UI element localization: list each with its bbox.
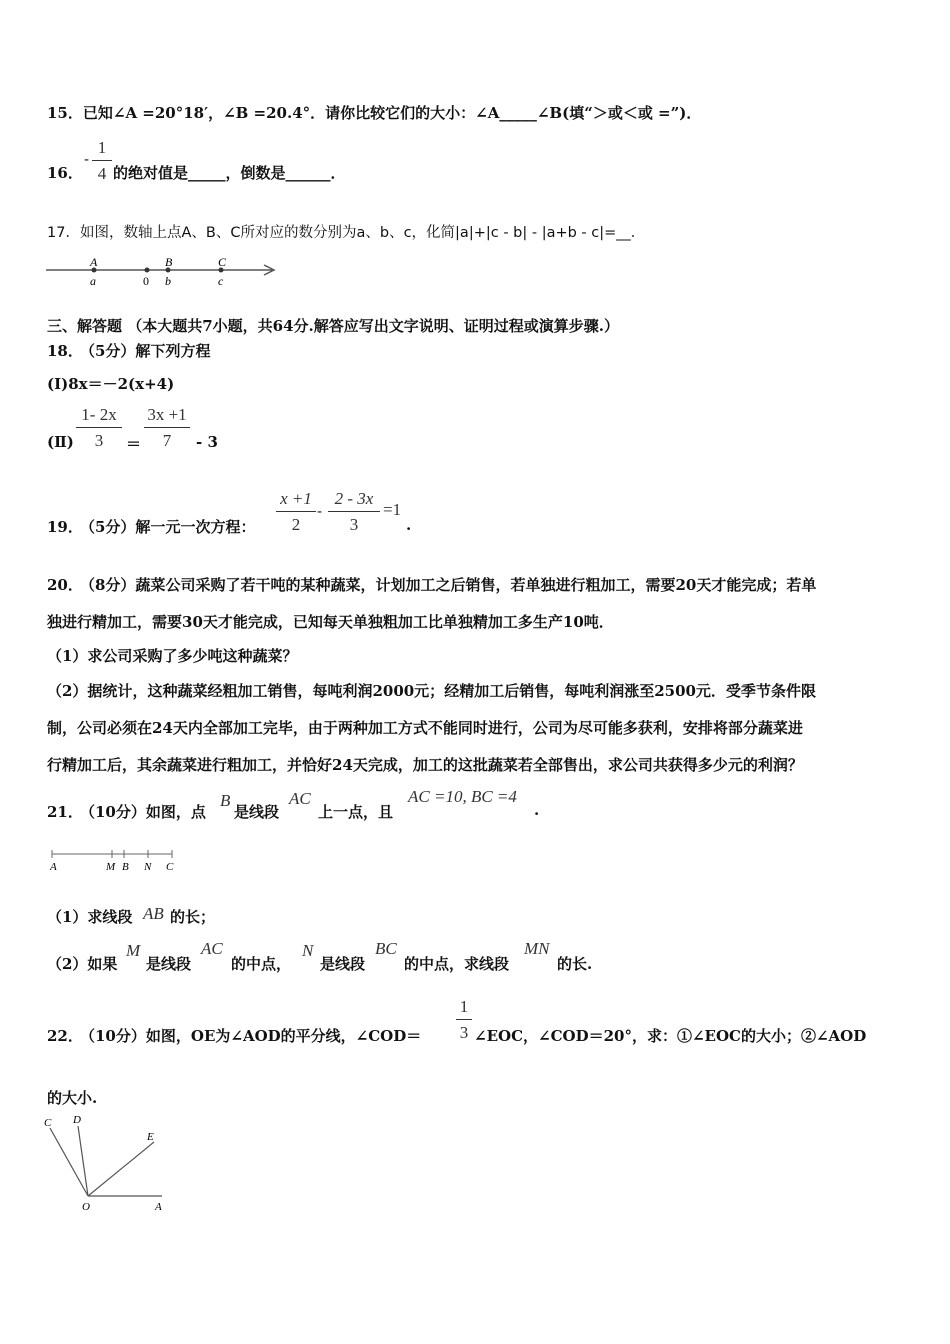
q15-text: 已知∠A =20°18′，∠B =20.4°．请你比较它们的大小：∠A_____∠B(填“＞或＜或 =”)． xyxy=(82,104,702,122)
q21-sub2-text-d: 是线段 xyxy=(320,955,366,973)
ray-OE xyxy=(88,1142,154,1196)
q21-sub2-text-a: （2）如果 xyxy=(47,955,118,973)
q21-sub2-text-f: 的长. xyxy=(557,955,593,973)
q19-frac1-den: 2 xyxy=(291,515,301,534)
q18-tail: - 3 xyxy=(196,433,218,451)
q22-text-2: ∠EOC，∠COD＝20°，求：①∠EOC的大小；②∠AOD xyxy=(474,1027,867,1045)
q21-sub2-text-e: 的中点，求线段 xyxy=(404,955,510,973)
q22-frac-den: 3 xyxy=(459,1023,469,1042)
q21-sub2-N: N xyxy=(302,941,314,960)
q16-frac-den: 4 xyxy=(97,164,107,183)
label-a: a xyxy=(90,274,96,288)
fig-label-M: M xyxy=(106,861,116,873)
q22-text-1: （10分）如图，OE为∠AOD的平分线，∠COD＝ xyxy=(80,1027,422,1045)
q20-sub2-line1: （2）据统计，这种蔬菜经粗加工销售，每吨利润2000元；经精加工后销售，每吨利润涨至2500元．受季节条件限 xyxy=(47,682,816,700)
q22-number: 22． xyxy=(47,1027,83,1045)
q16-number: 16． xyxy=(47,164,83,182)
q17-number: 17． xyxy=(47,225,80,241)
q21-sub2-text-c: 的中点， xyxy=(231,955,292,973)
q18-frac1-num: 1- 2x xyxy=(76,405,122,428)
section-three-title: 三、解答题 （本大题共7小题，共64分.解答应写出文字说明、证明过程或演算步骤.） xyxy=(47,317,619,335)
q20-line2: 独进行精加工，需要30天才能完成，已知每天单独粗加工比单独精加工多生产10吨． xyxy=(47,613,614,631)
q21-sub2-BC: BC xyxy=(375,939,397,958)
q21-segment-AC: AC xyxy=(289,789,311,808)
label-C: C xyxy=(218,255,227,269)
q19-number: 19． xyxy=(47,518,83,536)
q18-fraction-1 xyxy=(76,405,122,451)
label-zero: 0 xyxy=(143,274,149,288)
q20-sub2-line3: 行精加工后，其余蔬菜进行粗加工，并恰好24天完成，加工的这批蔬菜若全部售出，求公司共获得多少元的利润？ xyxy=(47,756,803,774)
q19-fraction-1 xyxy=(276,489,316,535)
fig-label-A: A xyxy=(50,861,57,873)
q22-frac-num: 1 xyxy=(456,997,472,1020)
q19-rhs: =1 xyxy=(383,500,402,519)
fig-label-A: A xyxy=(155,1201,162,1212)
q21-sub1-AB: AB xyxy=(143,904,164,923)
label-B: B xyxy=(165,255,173,269)
q17-text: 如图，数轴上点A、B、C所对应的数分别为a、b、c，化简|a|+|c - b| - |a+b - c|=__． xyxy=(80,225,646,241)
q20-number: 20． xyxy=(47,576,83,594)
q18-part1: (Ⅰ)8x＝－2(x+4) xyxy=(47,375,175,393)
q18-frac2-den: 7 xyxy=(162,431,172,450)
q18-equals: ＝ xyxy=(126,435,142,453)
fig-label-N: N xyxy=(144,861,152,873)
fig-label-E: E xyxy=(147,1131,154,1143)
q21-sub1-text-b: 的长； xyxy=(170,908,216,926)
q16-frac-num: 1 xyxy=(92,138,112,161)
fig-label-D: D xyxy=(73,1114,81,1126)
point-zero xyxy=(145,268,150,273)
q16-fraction xyxy=(92,138,112,184)
q22-angle-figure xyxy=(40,1112,170,1212)
q18-text: （5分）解下列方程 xyxy=(80,342,211,360)
q21-sub2-text-b: 是线段 xyxy=(146,955,192,973)
q21-sub2-AC: AC xyxy=(201,939,223,958)
q22-fraction xyxy=(456,997,472,1043)
q19-minus: - xyxy=(317,502,323,520)
q21-text-3: 上一点，且 xyxy=(318,803,394,821)
ray-OD xyxy=(78,1126,88,1196)
q19-frac1-num: x +1 xyxy=(276,489,316,512)
q22-line2: 的大小. xyxy=(47,1089,98,1107)
q20-sub1: （1）求公司采购了多少吨这种蔬菜？ xyxy=(47,647,298,665)
q19-fraction-2 xyxy=(328,489,380,535)
fig-label-C: C xyxy=(44,1117,52,1129)
label-b: b xyxy=(165,274,171,288)
q15-number: 15． xyxy=(47,104,83,122)
label-A: A xyxy=(90,255,98,269)
q21-number: 21． xyxy=(47,803,83,821)
q18-part2-label: (Ⅱ) xyxy=(47,433,74,451)
fig-label-C: C xyxy=(166,861,174,873)
fig-label-O: O xyxy=(82,1201,90,1212)
q21-condition: AC =10, BC =4 xyxy=(408,787,517,806)
q17-number-line-figure xyxy=(44,254,280,290)
ray-OC xyxy=(50,1128,88,1196)
q19-frac2-den: 3 xyxy=(349,515,359,534)
q19-frac2-num: 2 - 3x xyxy=(328,489,380,512)
q18-frac2-num: 3x +1 xyxy=(144,405,190,428)
q20-sub2-line2: 制，公司必须在24天内全部加工完毕，由于两种加工方式不能同时进行，公司为尽可能多获利，安排将部分蔬菜进 xyxy=(47,719,803,737)
q19-end: . xyxy=(406,516,412,534)
q21-sub2-M: M xyxy=(126,941,141,960)
q20-line1: （8分）蔬菜公司采购了若干吨的某种蔬菜，计划加工之后销售，若单独进行粗加工，需要20天才能完成；若单 xyxy=(80,576,817,594)
q18-fraction-2 xyxy=(144,405,190,451)
q21-end: . xyxy=(534,801,540,819)
fig-label-B: B xyxy=(122,861,129,873)
q21-text-1: （10分）如图，点 xyxy=(80,803,206,821)
q21-sub1-text-a: （1）求线段 xyxy=(47,908,133,926)
q21-text-2: 是线段 xyxy=(234,803,280,821)
q15 xyxy=(47,102,701,123)
q16-text: 的绝对值是_____，倒数是______． xyxy=(113,164,346,182)
q19-text: （5分）解一元一次方程： xyxy=(80,518,256,536)
q18-frac1-den: 3 xyxy=(94,431,104,450)
q21-sub2-MN: MN xyxy=(524,939,550,958)
label-c: c xyxy=(218,274,224,288)
q21-point-B: B xyxy=(220,791,231,810)
q18-number: 18． xyxy=(47,342,83,360)
q21-segment-figure xyxy=(46,846,180,874)
q16-minus: - xyxy=(84,150,90,168)
